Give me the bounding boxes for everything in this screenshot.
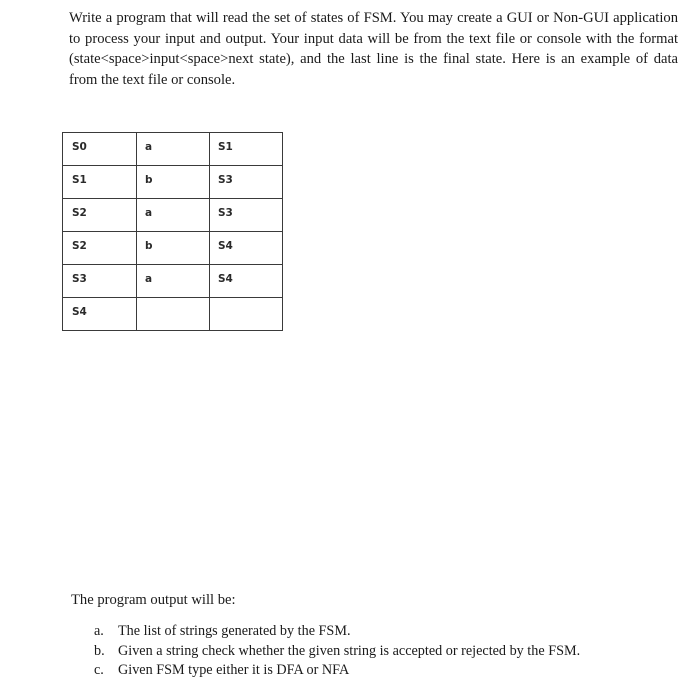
input-cell: a [137, 133, 210, 166]
list-item-text: The list of strings generated by the FSM. [118, 623, 351, 639]
state-cell: S3 [63, 265, 137, 298]
list-marker: c. [94, 662, 104, 678]
input-cell [137, 298, 210, 331]
next-state-cell: S3 [210, 166, 283, 199]
table-row [63, 232, 283, 265]
table-row [63, 166, 283, 199]
state-cell: S2 [63, 199, 137, 232]
list-item [94, 661, 580, 681]
state-cell: S2 [63, 232, 137, 265]
next-state-cell: S3 [210, 199, 283, 232]
next-state-cell: S4 [210, 265, 283, 298]
list-item-text: Given a string check whether the given string is accepted or rejected by the FSM. [118, 642, 581, 659]
input-cell: a [137, 265, 210, 298]
table-row [63, 265, 283, 298]
state-cell: S1 [63, 166, 137, 199]
fsm-example-table [62, 132, 283, 331]
output-heading: The program output will be: [71, 592, 236, 608]
list-item [94, 642, 580, 662]
intro-paragraph: Write a program that will read the set of states of FSM. You may create a GUI or Non-GUI application to process your input and output. Your input data will be from the text file or console with the format (state<space>input<space>next state), and the last line is the final state. Here is an example of data from the text file or console. [69, 10, 678, 88]
next-state-cell: S1 [210, 133, 283, 166]
list-item-text: Given FSM type either it is DFA or NFA [118, 662, 350, 678]
input-cell: b [137, 232, 210, 265]
next-state-cell: S4 [210, 232, 283, 265]
list-marker: a. [94, 623, 104, 639]
output-list [94, 622, 580, 681]
list-marker: b. [94, 642, 105, 659]
table-row [63, 199, 283, 232]
input-cell: b [137, 166, 210, 199]
table-row [63, 298, 283, 331]
next-state-cell [210, 298, 283, 331]
table-row [63, 133, 283, 166]
input-cell: a [137, 199, 210, 232]
state-cell: S0 [63, 133, 137, 166]
list-item [94, 622, 580, 642]
state-cell: S4 [63, 298, 137, 331]
